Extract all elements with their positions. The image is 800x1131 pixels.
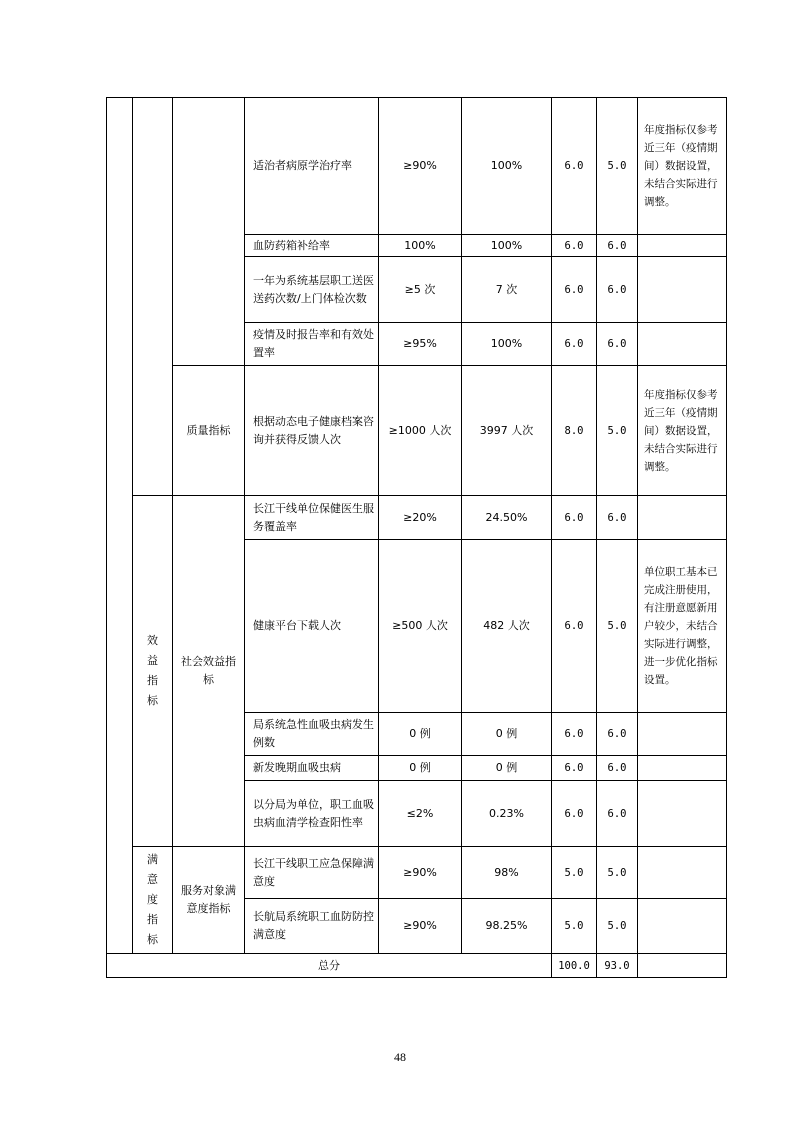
weight-cell: 6.0 <box>552 496 597 540</box>
actual-value-cell: 482 人次 <box>462 540 552 713</box>
deviation-note-cell <box>638 323 727 366</box>
score-cell: 5.0 <box>597 540 638 713</box>
total-score-cell: 93.0 <box>597 954 638 978</box>
score-cell: 5.0 <box>597 899 638 954</box>
indicator-cell: 长江干线单位保健医生服务覆盖率 <box>245 496 379 540</box>
actual-value-cell: 100% <box>462 98 552 235</box>
indicator-cell: 长航局系统职工血防防控满意度 <box>245 899 379 954</box>
target-value-cell: ≥90% <box>379 98 462 235</box>
deviation-note-cell <box>638 235 727 257</box>
table-row <box>107 496 727 540</box>
weight-cell: 5.0 <box>552 847 597 899</box>
indicator-cell: 健康平台下载人次 <box>245 540 379 713</box>
deviation-note-cell <box>638 713 727 756</box>
score-cell: 6.0 <box>597 257 638 323</box>
actual-value-cell: 98% <box>462 847 552 899</box>
weight-cell: 6.0 <box>552 98 597 235</box>
category-cell <box>133 496 173 847</box>
score-cell: 6.0 <box>597 496 638 540</box>
deviation-note-cell <box>638 899 727 954</box>
actual-value-cell: 100% <box>462 323 552 366</box>
table-row <box>107 98 727 235</box>
score-cell: 5.0 <box>597 847 638 899</box>
deviation-note-cell: 年度指标仅参考近三年（疫情期间）数据设置，未结合实际进行调整。 <box>638 366 727 496</box>
total-weight-cell: 100.0 <box>552 954 597 978</box>
target-value-cell: 100% <box>379 235 462 257</box>
deviation-note-cell <box>638 257 727 323</box>
actual-value-cell: 3997 人次 <box>462 366 552 496</box>
weight-cell: 6.0 <box>552 540 597 713</box>
level1-category-cell <box>107 98 133 954</box>
indicator-cell: 新发晚期血吸虫病 <box>245 756 379 781</box>
subcategory-cell: 服务对象满意度指标 <box>173 847 245 954</box>
subcategory-cell: 社会效益指标 <box>173 496 245 847</box>
score-cell: 6.0 <box>597 323 638 366</box>
target-value-cell: 0 例 <box>379 756 462 781</box>
total-row <box>107 954 727 978</box>
score-cell: 5.0 <box>597 98 638 235</box>
score-cell: 6.0 <box>597 781 638 847</box>
target-value-cell: ≥90% <box>379 899 462 954</box>
score-cell: 5.0 <box>597 366 638 496</box>
deviation-note-cell: 单位职工基本已完成注册使用，有注册意愿新用户较少，未结合实际进行调整，进一步优化指标设置。 <box>638 540 727 713</box>
target-value-cell: ≥20% <box>379 496 462 540</box>
actual-value-cell: 98.25% <box>462 899 552 954</box>
weight-cell: 5.0 <box>552 899 597 954</box>
target-value-cell: ≤2% <box>379 781 462 847</box>
level2-category-cell <box>133 98 173 496</box>
indicator-cell: 根据动态电子健康档案咨询并获得反馈人次 <box>245 366 379 496</box>
target-value-cell: ≥500 人次 <box>379 540 462 713</box>
deviation-note-cell <box>638 756 727 781</box>
weight-cell: 8.0 <box>552 366 597 496</box>
category-label: 效益指标 <box>147 634 158 707</box>
indicator-cell: 血防药箱补给率 <box>245 235 379 257</box>
category-cell <box>133 847 173 954</box>
indicator-cell: 一年为系统基层职工送医送药次数/上门体检次数 <box>245 257 379 323</box>
indicator-cell: 长江干线职工应急保障满意度 <box>245 847 379 899</box>
table-row <box>107 366 727 496</box>
deviation-note-cell: 年度指标仅参考近三年（疫情期间）数据设置，未结合实际进行调整。 <box>638 98 727 235</box>
actual-value-cell: 0 例 <box>462 756 552 781</box>
category-label: 满意度指标 <box>147 853 158 946</box>
weight-cell: 6.0 <box>552 323 597 366</box>
deviation-note-cell <box>638 496 727 540</box>
score-cell: 6.0 <box>597 756 638 781</box>
weight-cell: 6.0 <box>552 756 597 781</box>
score-cell: 6.0 <box>597 235 638 257</box>
indicator-cell: 适治者病原学治疗率 <box>245 98 379 235</box>
indicator-cell: 疫情及时报告率和有效处置率 <box>245 323 379 366</box>
indicator-cell: 局系统急性血吸虫病发生例数 <box>245 713 379 756</box>
performance-table <box>106 97 727 978</box>
total-note-cell <box>638 954 727 978</box>
weight-cell: 6.0 <box>552 781 597 847</box>
weight-cell: 6.0 <box>552 257 597 323</box>
target-value-cell: ≥1000 人次 <box>379 366 462 496</box>
actual-value-cell: 7 次 <box>462 257 552 323</box>
target-value-cell: 0 例 <box>379 713 462 756</box>
actual-value-cell: 0.23% <box>462 781 552 847</box>
table-row <box>107 847 727 899</box>
deviation-note-cell <box>638 781 727 847</box>
indicator-cell: 以分局为单位，职工血吸虫病血清学检查阳性率 <box>245 781 379 847</box>
level3-category-cell <box>173 98 245 366</box>
weight-cell: 6.0 <box>552 713 597 756</box>
score-cell: 6.0 <box>597 713 638 756</box>
page-number: 48 <box>394 1050 406 1064</box>
deviation-note-cell <box>638 847 727 899</box>
target-value-cell: ≥90% <box>379 847 462 899</box>
actual-value-cell: 0 例 <box>462 713 552 756</box>
subcategory-cell: 质量指标 <box>173 366 245 496</box>
weight-cell: 6.0 <box>552 235 597 257</box>
total-label-cell: 总分 <box>107 954 552 978</box>
target-value-cell: ≥95% <box>379 323 462 366</box>
target-value-cell: ≥5 次 <box>379 257 462 323</box>
actual-value-cell: 100% <box>462 235 552 257</box>
actual-value-cell: 24.50% <box>462 496 552 540</box>
